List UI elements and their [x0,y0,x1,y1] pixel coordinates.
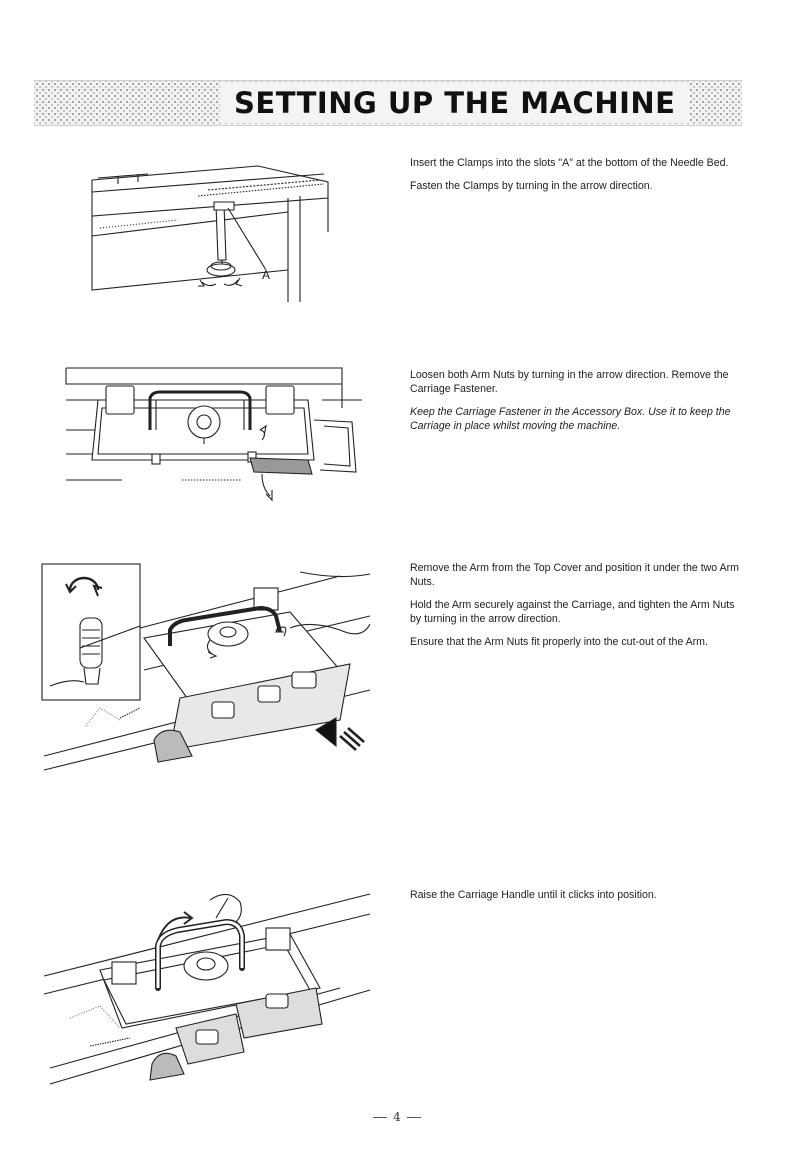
step-1-paragraph-2: Fasten the Clamps by turning in the arrow direction. [410,180,653,192]
page-title: SETTING UP THE MACHINE [220,83,689,123]
step-3-paragraph-1: Remove the Arm from the Top Cover and position it under the two Arm Nuts. [410,562,739,588]
page-number [0,1110,794,1124]
step-4-paragraph-1: Raise the Carriage Handle until it clicks into position. [410,889,657,901]
page-number-dash-left [373,1117,387,1118]
title-banner [34,80,742,126]
page-number-dash-right [407,1117,421,1118]
step-3-paragraph-3: Ensure that the Arm Nuts fit properly into the cut-out of the Arm. [410,636,708,648]
step-2-text [410,368,748,442]
step-1-text [410,156,748,202]
slot-label-a: A [262,268,271,282]
carriage-handle-illustration [40,878,385,1100]
arm-position-illustration [40,560,385,790]
step-2-note: Keep the Carriage Fastener in the Accessory Box. Use it to keep the Carriage in place whilst moving the machine. [410,406,731,432]
clamp-illustration [88,152,338,312]
step-4-text [410,888,748,911]
carriage-fastener-illustration [62,360,362,510]
step-1-paragraph-1: Insert the Clamps into the slots "A" at the bottom of the Needle Bed. [410,157,729,169]
page-number-value: 4 [393,1110,401,1124]
step-2-paragraph-1: Loosen both Arm Nuts by turning in the arrow direction. Remove the Carriage Fastener. [410,369,729,395]
step-3-paragraph-2: Hold the Arm securely against the Carriage, and tighten the Arm Nuts by turning in the arrow direction. [410,599,735,625]
step-3-text [410,561,748,658]
